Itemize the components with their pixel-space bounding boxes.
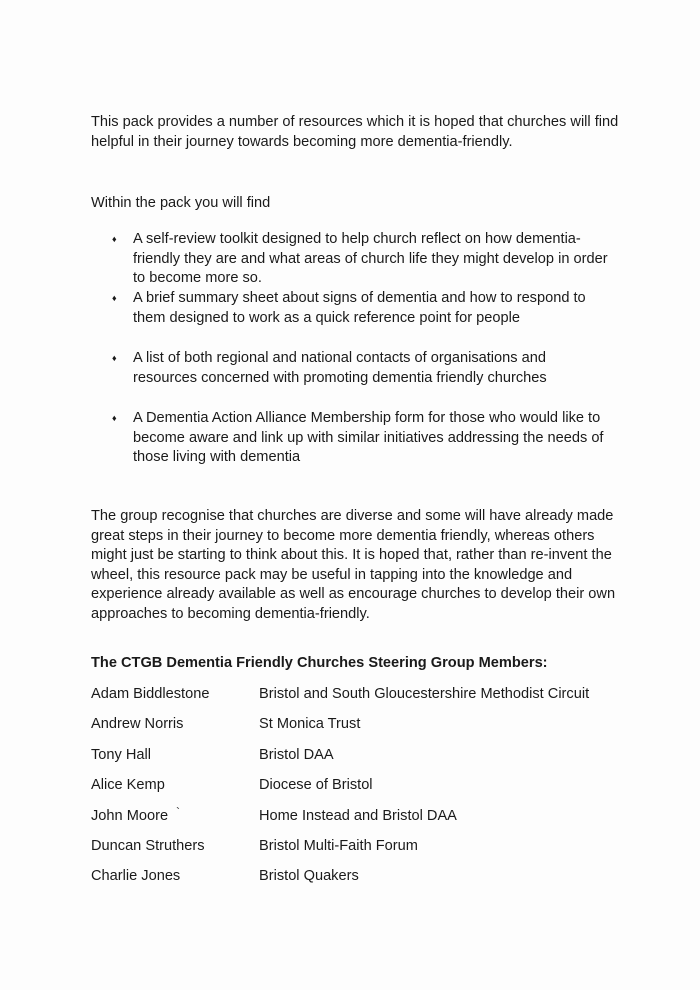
diamond-bullet-icon: ♦ (112, 413, 117, 423)
list-item (112, 409, 612, 468)
member-name: Duncan Struthers (91, 838, 205, 854)
diamond-bullet-icon: ♦ (112, 293, 117, 303)
stray-mark: ` (176, 805, 180, 819)
member-row (91, 685, 631, 705)
list-item (112, 349, 612, 388)
within-pack-label: Within the pack you will find (91, 195, 271, 211)
diamond-bullet-icon: ♦ (112, 353, 117, 363)
member-organisation: Bristol DAA (259, 747, 334, 763)
member-name: Charlie Jones (91, 868, 181, 884)
list-item-text: A Dementia Action Alliance Membership form for those who would like to become aware and link up with similar initiatives addressing the needs of those living with dementia (133, 410, 604, 465)
intro-paragraph: This pack provides a number of resources which it is hoped that churches will find helpful in their journey towards becoming more dementia-friendly. (91, 114, 619, 150)
member-organisation: Diocese of Bristol (259, 777, 373, 793)
closing-paragraph: The group recognise that churches are diverse and some will have already made great steps in their journey to become more dementia friendly, whereas others might just be starting to think about this. It is hoped that, rather than re-invent the wheel, this resource pack may be useful in tapping into the knowledge and experience already available as well as encourage churches to develop their own approaches to becoming dementia-friendly. (91, 508, 616, 622)
member-row (91, 807, 631, 827)
member-row (91, 776, 631, 796)
list-item-text: A list of both regional and national contacts of organisations and resources concerned with promoting dementia friendly churches (133, 350, 547, 386)
member-name: John Moore (91, 808, 169, 824)
member-name: Tony Hall (91, 747, 152, 763)
member-organisation: Home Instead and Bristol DAA (259, 808, 457, 824)
member-name: Andrew Norris (91, 716, 184, 732)
member-row (91, 837, 631, 857)
member-row (91, 715, 631, 735)
member-organisation: St Monica Trust (259, 716, 361, 732)
member-organisation: Bristol Multi-Faith Forum (259, 838, 418, 854)
member-organisation: Bristol and South Gloucestershire Methodist Circuit (259, 686, 590, 702)
member-row (91, 746, 631, 766)
diamond-bullet-icon: ♦ (112, 234, 117, 244)
member-row (91, 867, 631, 887)
member-name: Alice Kemp (91, 777, 165, 793)
list-item (112, 289, 612, 328)
member-organisation: Bristol Quakers (259, 868, 359, 884)
members-heading: The CTGB Dementia Friendly Churches Steering Group Members: (91, 655, 548, 671)
list-item-text: A self-review toolkit designed to help church reflect on how dementia-friendly they are and what areas of church life they might develop in order to become more so. (133, 231, 608, 286)
list-item (112, 230, 612, 289)
list-item-text: A brief summary sheet about signs of dementia and how to respond to them designed to work as a quick reference point for people (133, 290, 586, 326)
member-name: Adam Biddlestone (91, 686, 210, 702)
